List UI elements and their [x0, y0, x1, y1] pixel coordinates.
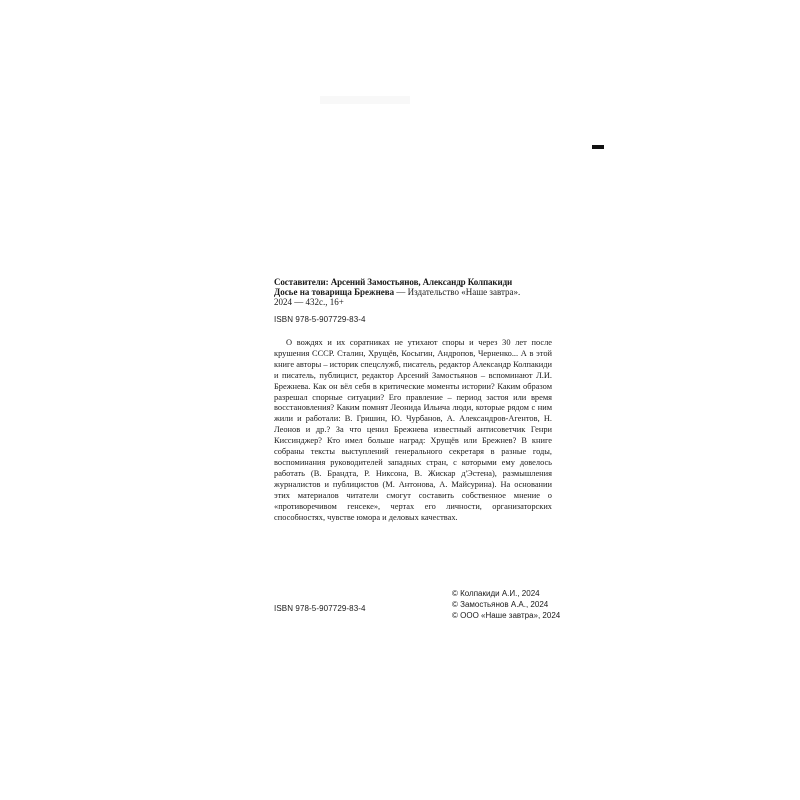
copyright-line: © Замостьянов А.А., 2024 [452, 600, 549, 609]
authors-line [274, 277, 564, 287]
title-line [274, 287, 564, 297]
book-title: Досье на товарища Брежнева [274, 287, 395, 298]
isbn-top: ISBN 978-5-907729-83-4 [274, 315, 366, 324]
copyright-line: © ООО «Наше завтра», 2024 [452, 611, 561, 620]
copyright-block [452, 588, 560, 621]
authors-names: Арсений Замостьянов, Александр Колпакиди [330, 277, 513, 287]
authors-label: Составители: [274, 277, 329, 287]
copyright-line: © Колпакиди А.И., 2024 [452, 589, 540, 598]
faint-bleed-through-text [320, 96, 410, 104]
publisher: — Издательство «Наше завтра». [396, 287, 521, 298]
printer-mark [592, 145, 604, 149]
isbn-bottom: ISBN 978-5-907729-83-4 [274, 604, 366, 613]
annotation-paragraph: О вождях и их соратниках не утихают споры и через 30 лет после крушения СССР. Сталин, Хрущёв, Косыгин, Андропов, Черненко... А в этой книге авторы – историк спецслужб, писатель, редактор Александр Колпакиди и писатель, публицист, редактор Арсений Замостьянов – вспоминают Л.И. Брежнева. Как он вёл себя в критические моменты истории? Каким образом разрешал спорные ситуации? Его правление – период застоя или время восстановления? Каким помнят Леонида Ильича люди, которые рядом с ним жили и работали: В. Гришин, Ю. Чурбанов, А. Александров-Агентов, Н. Леонов и др.? За что ценил Брежнева известный антисоветчик Генри Киссинджер? Кто имел больше наград: Хрущёв или Брежнев? В книге собраны тексты выступлений генерального секретаря в разные годы, воспоминания руководителей западных стран, с которыми ему довелось работать (В. Брандта, Р. Никсона, В. Жискар д'Эстена), размышления журналистов и публицистов (М. Антонова, А. Майсурина). На основании этих материалов читатели смогут составить собственное мнение о «противоречивом генсеке», чертах его личности, организаторских способностях, чувстве юмора и деловых качествах. [274, 338, 552, 522]
year-pages: 2024 — 432с., 16+ [274, 297, 344, 308]
imprint-block [274, 277, 564, 308]
